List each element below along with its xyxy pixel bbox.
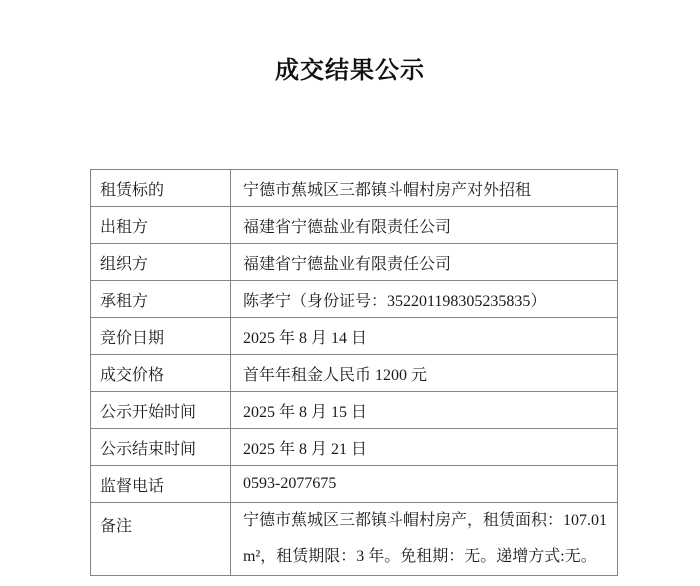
row-label: 公示结束时间: [91, 429, 231, 466]
row-value: 陈孝宁（身份证号：352201198305235835）: [231, 281, 618, 318]
page-title: 成交结果公示: [275, 58, 425, 84]
row-value: 2025 年 8 月 15 日: [231, 392, 618, 429]
announcement-table: [90, 169, 618, 576]
table-row: [91, 392, 618, 429]
row-value: 福建省宁德盐业有限责任公司: [231, 244, 618, 281]
table-row: [91, 281, 618, 318]
row-label: 竞价日期: [91, 318, 231, 355]
row-label: 承租方: [91, 281, 231, 318]
row-value: 福建省宁德盐业有限责任公司: [231, 207, 618, 244]
row-label: 备注: [91, 503, 231, 576]
row-value: 2025 年 8 月 21 日: [231, 429, 618, 466]
table-row: [91, 355, 618, 392]
row-value: 宁德市蕉城区三都镇斗帽村房产对外招租: [231, 170, 618, 207]
table-row: [91, 429, 618, 466]
row-label: 成交价格: [91, 355, 231, 392]
row-label: 公示开始时间: [91, 392, 231, 429]
announcement-page: [0, 50, 700, 586]
table-row: [91, 207, 618, 244]
row-label: 出租方: [91, 207, 231, 244]
row-value: 宁德市蕉城区三都镇斗帽村房产，租赁面积：107.01 m²，租赁期限：3 年。免租期：无。递增方式:无。: [231, 503, 618, 576]
row-label: 监督电话: [91, 466, 231, 503]
table-row: [91, 466, 618, 503]
row-value: 2025 年 8 月 14 日: [231, 318, 618, 355]
table-row: [91, 318, 618, 355]
row-value: 0593-2077675: [231, 466, 618, 503]
table-row: [91, 170, 618, 207]
row-label: 租赁标的: [91, 170, 231, 207]
table-row: [91, 244, 618, 281]
table-row: [91, 503, 618, 576]
row-label: 组织方: [91, 244, 231, 281]
row-value: 首年年租金人民币 1200 元: [231, 355, 618, 392]
